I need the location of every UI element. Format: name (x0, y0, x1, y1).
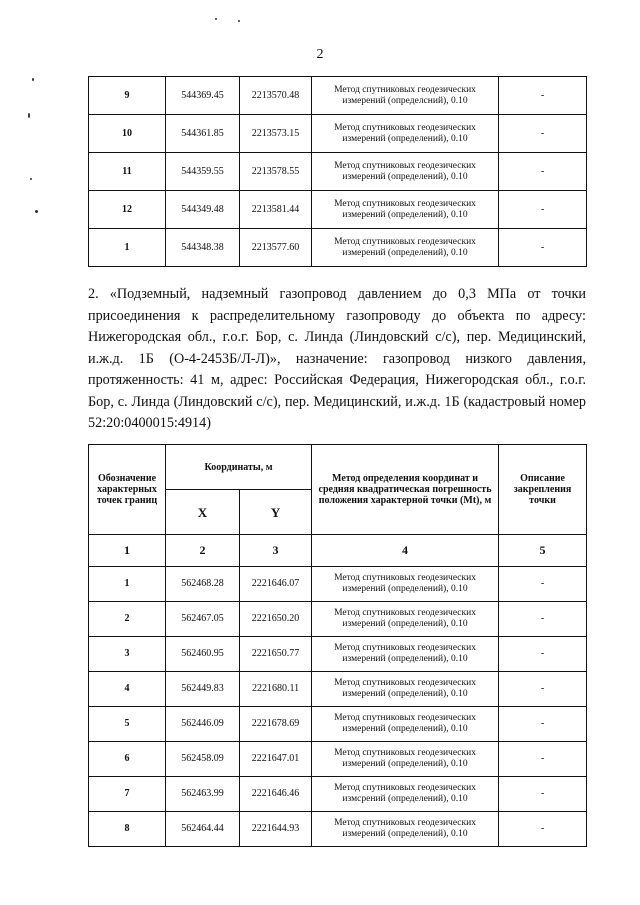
point-number: 10 (89, 115, 166, 153)
point-description: - (499, 567, 587, 602)
table-row (89, 77, 587, 115)
point-number: 11 (89, 153, 166, 191)
header-point-designation: Обозначение характерных точек границ (89, 445, 166, 535)
method-text: Метод спутниковых геодезических измерений (определений), 0.10 (312, 672, 499, 707)
coord-y: 2213577.60 (240, 229, 312, 267)
column-number: 1 (89, 535, 166, 567)
table-row (89, 229, 587, 267)
header-x: X (166, 490, 240, 535)
point-number: 12 (89, 191, 166, 229)
coord-y: 2213570.48 (240, 77, 312, 115)
method-text: Метод спутниковых геодезических измерений (определений), 0.10 (312, 707, 499, 742)
point-description: - (499, 77, 587, 115)
point-description: - (499, 812, 587, 847)
coord-x: 544361.85 (166, 115, 240, 153)
point-number: 4 (89, 672, 166, 707)
coord-x: 562446.09 (166, 707, 240, 742)
table-row (89, 812, 587, 847)
column-number: 5 (499, 535, 587, 567)
header-method: Метод определения координат и средняя квадратическая погрешность положения характерной точки (Mt), м (312, 445, 499, 535)
point-description: - (499, 115, 587, 153)
coord-y: 2221644.93 (240, 812, 312, 847)
method-text: Метод спутниковых геодезических измерений (определений), 0.10 (312, 115, 499, 153)
method-text: Метод спутниковых геодезических измерений (определений), 0.10 (312, 153, 499, 191)
table-row (89, 567, 587, 602)
coord-y: 2213581.44 (240, 191, 312, 229)
scan-speck (28, 113, 30, 118)
coord-x: 562464.44 (166, 812, 240, 847)
coordinates-table (88, 444, 587, 847)
header-coordinates: Координаты, м (166, 445, 312, 490)
method-text: Метод спутниковых геодезических измерений (определений), 0.10 (312, 812, 499, 847)
point-number: 2 (89, 602, 166, 637)
column-number: 2 (166, 535, 240, 567)
method-text: Метод спутниковых геодезических измерений (определсний), 0.10 (312, 77, 499, 115)
point-description: - (499, 153, 587, 191)
coord-y: 2221646.07 (240, 567, 312, 602)
point-description: - (499, 602, 587, 637)
coord-y: 2213578.55 (240, 153, 312, 191)
coordinates-table-continued (88, 76, 587, 267)
column-number: 4 (312, 535, 499, 567)
column-number: 3 (240, 535, 312, 567)
coord-x: 544349.48 (166, 191, 240, 229)
table-row (89, 115, 587, 153)
table-row (89, 672, 587, 707)
method-text: Метод спутниковых геодезических измсрений (определений), 0.10 (312, 777, 499, 812)
coord-y: 2221646.46 (240, 777, 312, 812)
table-row (89, 707, 587, 742)
table-row (89, 153, 587, 191)
coord-y: 2221647.01 (240, 742, 312, 777)
coord-x: 562463.99 (166, 777, 240, 812)
point-description: - (499, 707, 587, 742)
method-text: Метод спутниковых геодезических измерений (определений), 0.10 (312, 567, 499, 602)
scan-speck (32, 78, 34, 81)
point-description: - (499, 742, 587, 777)
coord-y: 2221650.20 (240, 602, 312, 637)
point-number: 1 (89, 229, 166, 267)
coord-y: 2213573.15 (240, 115, 312, 153)
method-text: Метод спутниковых геодезических измерений (определений), 0.10 (312, 637, 499, 672)
point-description: - (499, 191, 587, 229)
point-description: - (499, 229, 587, 267)
coord-x: 544359.55 (166, 153, 240, 191)
point-number: 9 (89, 77, 166, 115)
coord-y: 2221650.77 (240, 637, 312, 672)
coord-x: 562449.83 (166, 672, 240, 707)
coord-y: 2221680.11 (240, 672, 312, 707)
header-y: Y (240, 490, 312, 535)
point-number: 7 (89, 777, 166, 812)
point-description: - (499, 777, 587, 812)
method-text: Метод спутниковых геодезических измерений (определений), 0.10 (312, 191, 499, 229)
scan-speck (238, 20, 240, 22)
point-description: - (499, 637, 587, 672)
table-row (89, 777, 587, 812)
page-number: 2 (316, 47, 324, 62)
header-description: Описание закрепления точки (499, 445, 587, 535)
object-description-paragraph: 2. «Подземный, надземный газопровод давлением до 0,3 МПа от точки присоединения к распределительному газопроводу до объекта по адресу: Нижегородская обл., г.о.г. Бор, с. Линда (Линдовский с/с), пер. Медицинский, и.ж.д. 1Б (О-4-2453Б/Л-Л)», назначение: газопровод низкого давления, протяженность: 41 м, адрес: Российская Федерация, Нижегородская обл., г.о.г. Бор, с. Линда (Линдовский с/с), пер. Медицинский, и.ж.д. 1Б (кадастровый номер 52:20:0400015:4914) (88, 286, 586, 431)
scan-speck (35, 210, 38, 213)
coord-x: 562468.28 (166, 567, 240, 602)
coord-x: 544369.45 (166, 77, 240, 115)
table-row (89, 637, 587, 672)
point-number: 1 (89, 567, 166, 602)
coord-x: 562460.95 (166, 637, 240, 672)
point-number: 8 (89, 812, 166, 847)
method-text: Метод спутниковых геодезических измерений (определений), 0.10 (312, 229, 499, 267)
coord-y: 2221678.69 (240, 707, 312, 742)
method-text: Метод спутниковых геодезических измерений (определений), 0.10 (312, 742, 499, 777)
scan-speck (30, 178, 32, 180)
scan-speck (215, 18, 217, 20)
coord-x: 562458.09 (166, 742, 240, 777)
table-row (89, 191, 587, 229)
point-number: 5 (89, 707, 166, 742)
table-row (89, 602, 587, 637)
coord-x: 544348.38 (166, 229, 240, 267)
method-text: Метод спутниковых геодезических измерений (определений), 0.10 (312, 602, 499, 637)
coord-x: 562467.05 (166, 602, 240, 637)
point-number: 6 (89, 742, 166, 777)
table-row (89, 742, 587, 777)
point-description: - (499, 672, 587, 707)
point-number: 3 (89, 637, 166, 672)
